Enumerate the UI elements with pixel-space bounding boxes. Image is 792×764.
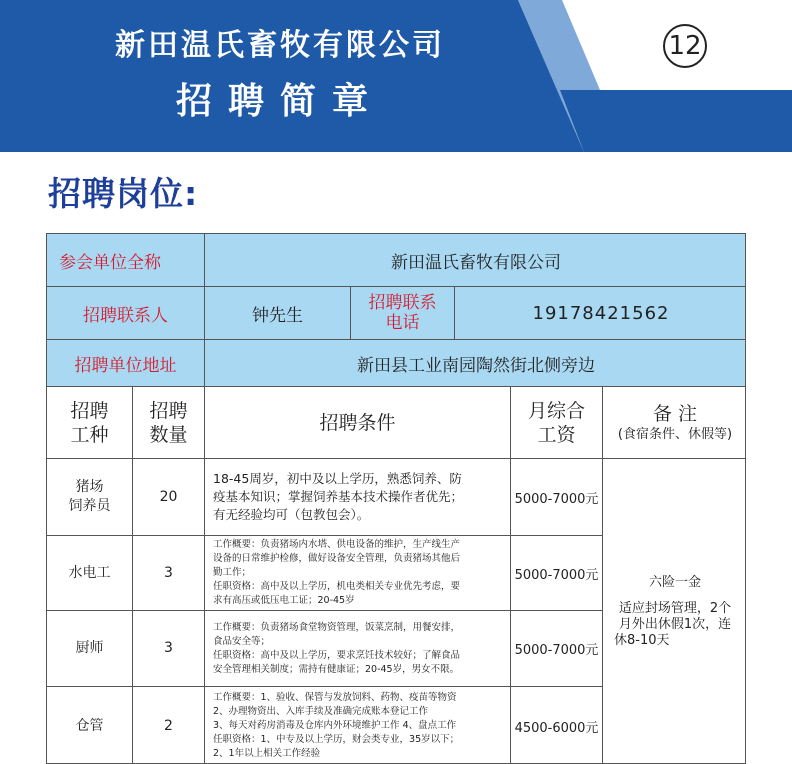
- header-banner: [0, 0, 792, 152]
- job-conditions: [205, 687, 511, 764]
- address-value: 新田县工业南园陶然街北侧旁边: [205, 340, 746, 387]
- job-condition-line: 工作概要：负责猪场食堂物资管理，饭菜烹制，用餐安排，: [213, 621, 461, 633]
- job-count: 2: [133, 687, 205, 764]
- job-count: 3: [133, 611, 205, 687]
- header-conditions: 招聘条件: [205, 387, 511, 459]
- remarks-leave-line: 适应封场管理，2个: [618, 601, 732, 616]
- remarks-leave-line: 休8-10天: [614, 633, 670, 648]
- job-count: 20: [133, 459, 205, 536]
- header-count-line1: 招聘: [149, 399, 188, 422]
- header-salary-line2: 工资: [537, 423, 576, 446]
- job-name-line2: 饲养员: [68, 498, 111, 514]
- job-condition-line: 2、办理物资出、入库手续及准确完成账本登记工作: [213, 706, 429, 717]
- job-salary: 4500-6000元: [511, 687, 603, 764]
- header-count-line2: 数量: [149, 423, 188, 446]
- contact-value: 钟先生: [205, 287, 351, 340]
- job-salary: 5000-7000元: [511, 459, 603, 536]
- header-salary: [511, 387, 603, 459]
- job-condition-line: 2、1年以上相关工作经验: [213, 748, 321, 759]
- job-condition-line: 工作概要：负责猪场内水塔、供电设备的维护，生产线生产: [213, 539, 461, 550]
- remarks-leave-line: 月外出休假1次，连: [618, 617, 732, 632]
- job-condition-line: 任职资格：高中及以上学历，要求烹饪技术较好；了解食品: [213, 649, 461, 661]
- page-number-badge: 12: [663, 24, 707, 68]
- header-count: [133, 387, 205, 459]
- header-remarks-line1: 备 注: [652, 402, 698, 425]
- job-name: 水电工: [47, 536, 133, 611]
- job-condition-line: 勤工作；: [213, 567, 252, 578]
- job-salary: 5000-7000元: [511, 536, 603, 611]
- job-condition-line: 3、每天对药房消毒及仓库内外环境维护工作 4、盘点工作: [213, 720, 457, 731]
- unit-value: 新田温氏畜牧有限公司: [205, 234, 746, 287]
- job-salary: 5000-7000元: [511, 611, 603, 687]
- job-condition-line: 设备的日常维护检修，做好设备安全管理，负责猪场其他后: [213, 553, 461, 564]
- job-name: [47, 459, 133, 536]
- company-title: 新田温氏畜牧有限公司: [115, 28, 445, 63]
- phone-label-line1: 招聘联系: [368, 293, 437, 313]
- phone-label-line2: 电话: [385, 313, 420, 333]
- job-name-line1: 猪场: [75, 479, 104, 495]
- remarks-cell: [603, 459, 746, 764]
- address-label: 招聘单位地址: [47, 340, 205, 387]
- recruitment-table: [46, 233, 746, 764]
- contact-label: 招聘联系人: [47, 287, 205, 340]
- recruitment-subtitle: 招聘简章: [175, 81, 384, 122]
- job-condition-line: 有无经验均可（包教包会）。: [213, 507, 370, 522]
- phone-label: [351, 287, 455, 340]
- job-condition-line: 食品安全等；: [213, 635, 271, 647]
- section-title: 招聘岗位:: [48, 174, 199, 213]
- job-condition-line: 安全管理相关制度；需持有健康证；20-45岁，男女不限。: [213, 663, 460, 675]
- job-conditions: [205, 611, 511, 687]
- job-condition-line: 任职资格：高中及以上学历，机电类相关专业优先考虑，要: [213, 581, 461, 592]
- job-conditions: [205, 536, 511, 611]
- job-condition-line: 任职资格：1、中专及以上学历，财会类专业，35岁以下；: [213, 734, 460, 745]
- header-job-type: [47, 387, 133, 459]
- job-condition-line: 工作概要：1、验收、保管与发放饲料、药物、疫苗等物资: [213, 692, 457, 703]
- header-remarks-line2: (食宿条件、休假等): [617, 426, 733, 442]
- header-remarks: [603, 387, 746, 459]
- job-name: 厨师: [47, 611, 133, 687]
- header-job-type-line1: 招聘: [70, 399, 109, 422]
- job-condition-line: 18-45周岁，初中及以上学历，熟悉饲养、防: [213, 471, 462, 486]
- remarks-benefit: 六险一金: [648, 575, 701, 590]
- job-count: 3: [133, 536, 205, 611]
- phone-value: 19178421562: [455, 287, 746, 340]
- header-job-type-line2: 工种: [70, 423, 109, 446]
- unit-label: 参会单位全称: [47, 234, 205, 287]
- header-salary-line1: 月综合: [527, 399, 585, 422]
- job-name: 仓管: [47, 687, 133, 764]
- job-condition-line: 疫基本知识；掌握饲养基本技术操作者优先；: [213, 489, 464, 504]
- job-condition-line: 求有高压或低压电工证；20-45岁: [213, 595, 355, 606]
- job-conditions: [205, 459, 511, 536]
